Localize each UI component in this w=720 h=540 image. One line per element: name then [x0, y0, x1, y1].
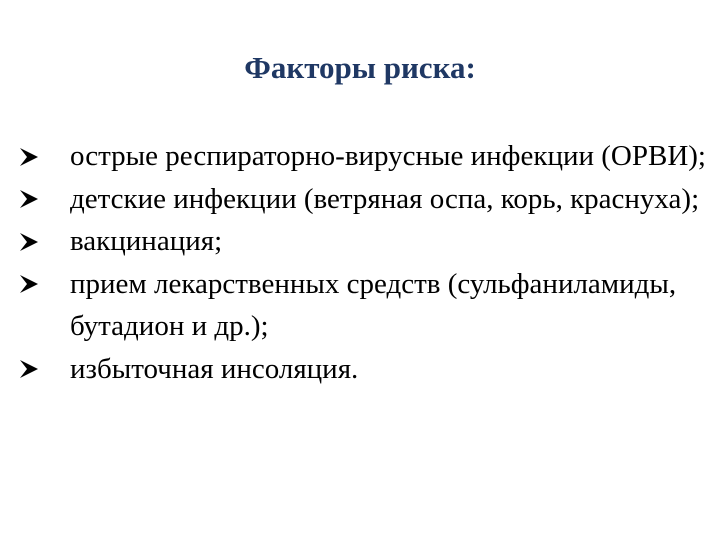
arrow-bullet-icon: [18, 220, 70, 263]
list-item-text: вакцинация;: [70, 225, 223, 257]
arrow-bullet-icon: [18, 348, 70, 391]
slide-title: Факторы риска:: [244, 50, 476, 85]
arrow-bullet-icon: [18, 178, 70, 221]
list-item: [18, 263, 708, 348]
bullet-list: [18, 135, 708, 390]
list-item-text: избыточная инсоляция.: [70, 352, 359, 385]
list-item: [18, 220, 708, 263]
arrow-bullet-icon: [18, 263, 70, 306]
list-item: [18, 178, 708, 221]
list-item-text: детские инфекции (ветряная оспа, корь, краснуха);: [70, 182, 700, 215]
list-item: [18, 348, 708, 391]
list-item-text: острые респираторно-вирусные инфекции (ОРВИ);: [70, 140, 706, 172]
arrow-bullet-icon: [18, 135, 70, 178]
list-item-text: прием лекарственных средств (сульфаниламиды, бутадион и др.);: [70, 267, 677, 342]
list-item: [18, 135, 708, 178]
